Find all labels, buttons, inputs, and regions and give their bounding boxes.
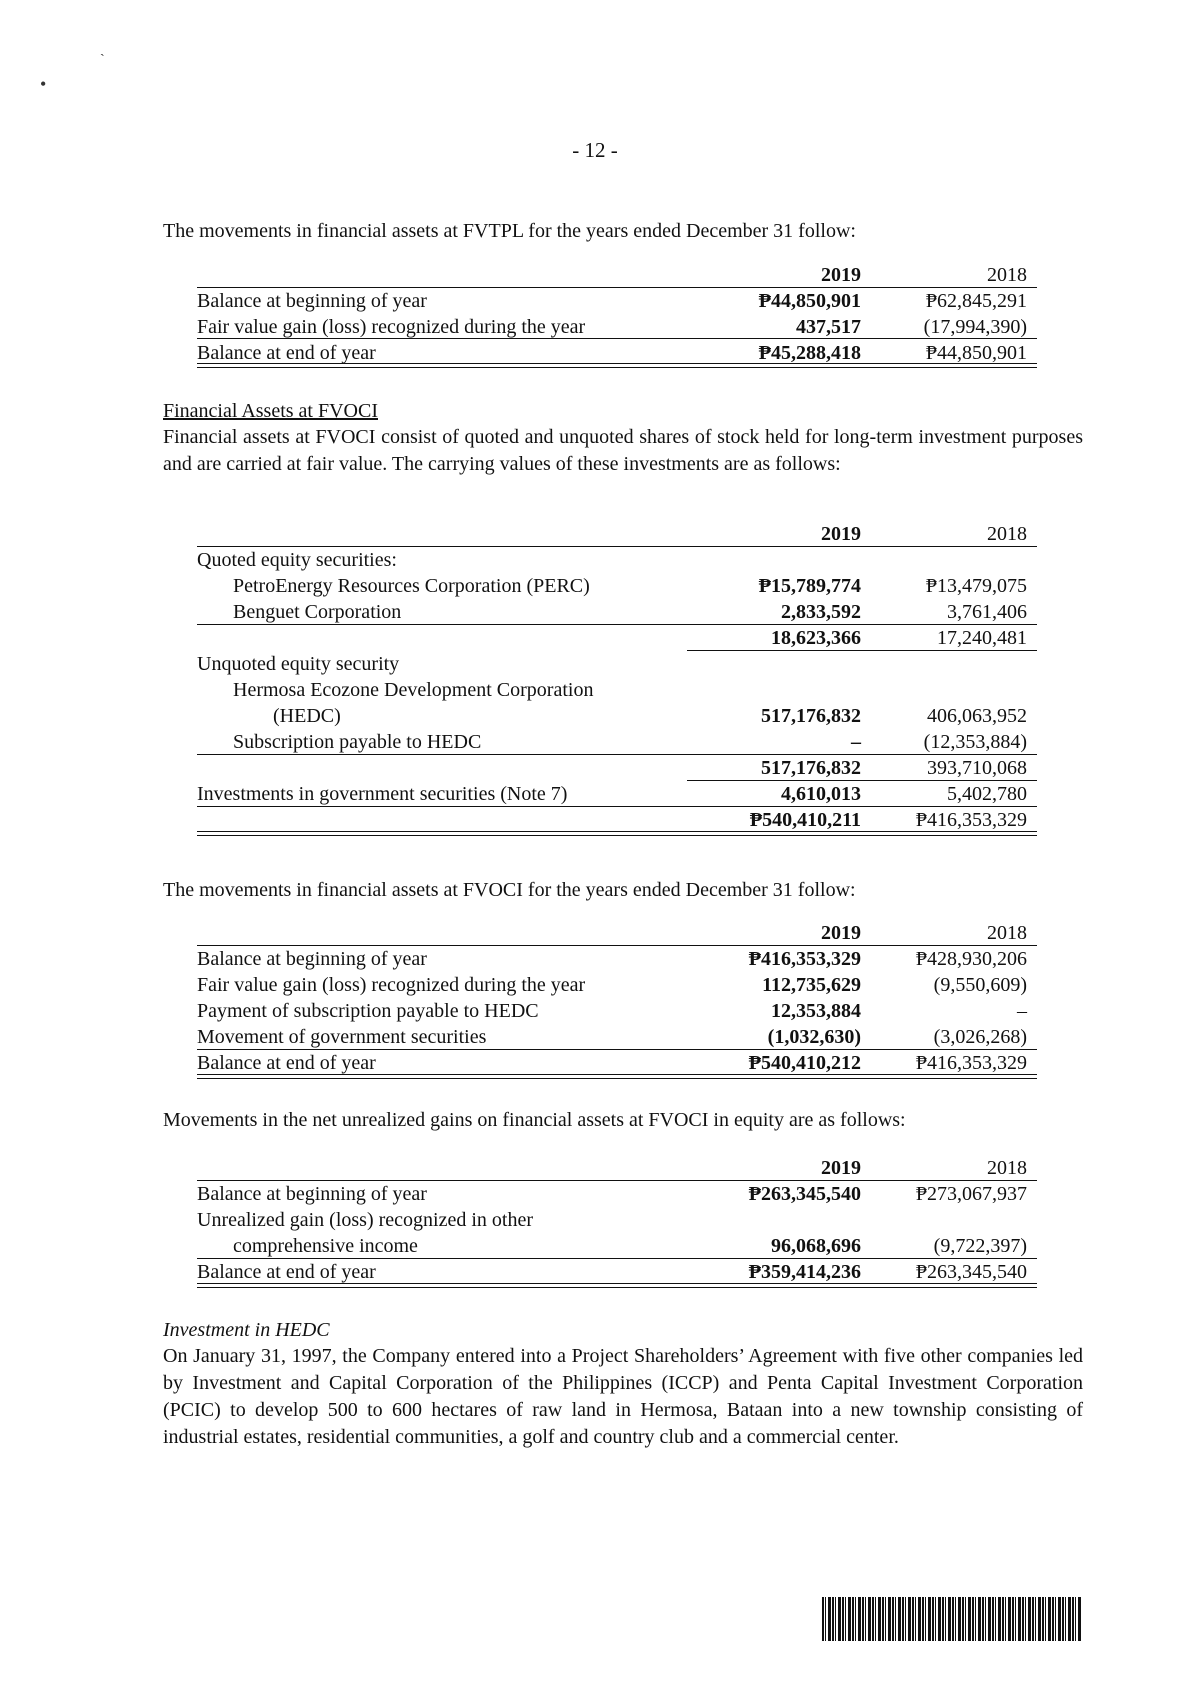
hedc-body: On January 31, 1997, the Company entered into a Project Shareholders’ Agreement with five other companies led by Investment and Capital Corporation of the Philippines (ICCP) and Penta Capital Investment Corporation (PCIC) to develop 500 to 600 hectares of raw land in Hermosa, Bataan into a new township consisting of industrial estates, residential communities, a golf and country club and a commercial center. <box>163 1345 1083 1448</box>
table-row: Balance at beginning of year ₱416,353,329 ₱428,930,206 <box>197 948 1027 970</box>
table-row-subtotal: 18,623,366 17,240,481 <box>771 627 1027 649</box>
table-row: Balance at beginning of year ₱263,345,540 ₱273,067,937 <box>197 1183 1027 1205</box>
fvoci-movements-intro: The movements in financial assets at FVOCI for the years ended December 31 follow: <box>163 879 856 901</box>
barcode-image <box>822 1597 1082 1641</box>
table-row: Fair value gain (loss) recognized during the year 437,517 (17,994,390) <box>197 316 1027 338</box>
hedc-heading: Investment in HEDC <box>163 1319 330 1341</box>
fvoci-heading: Financial Assets at FVOCI <box>163 400 378 422</box>
scan-mark: ˎ <box>100 42 105 57</box>
table-row: Benguet Corporation 2,833,592 3,761,406 <box>233 601 1027 623</box>
unrealized-intro: Movements in the net unrealized gains on financial assets at FVOCI in equity are as follows: <box>163 1109 906 1131</box>
table-row: PetroEnergy Resources Corporation (PERC) ₱15,789,774 ₱13,479,075 <box>233 575 1027 597</box>
table-row-total: Balance at end of year ₱540,410,212 ₱416,353,329 <box>197 1052 1027 1074</box>
fvoci-description: Financial assets at FVOCI consist of quoted and unquoted shares of stock held for long-term investment purposes and are carried at fair value. The carrying values of these investments are as follows: <box>163 426 1083 475</box>
table-header-row: 2019 2018 <box>821 1157 1027 1179</box>
fvoci-movements-table <box>197 920 1037 1076</box>
fvtpl-intro: The movements in financial assets at FVTPL for the years ended December 31 follow: <box>163 220 856 242</box>
table-row: Investments in government securities (Note 7) 4,610,013 5,402,780 <box>197 783 1027 805</box>
table-row: Movement of government securities (1,032,630) (3,026,268) <box>197 1026 1027 1048</box>
scan-dot: • <box>40 74 47 94</box>
table-row-total: ₱540,410,211 ₱416,353,329 <box>749 809 1027 831</box>
table-row: (HEDC) 517,176,832 406,063,952 <box>273 705 1027 727</box>
table-row-subtotal: 517,176,832 393,710,068 <box>761 757 1027 779</box>
table-row-total: Balance at end of year ₱359,414,236 ₱263,345,540 <box>197 1261 1027 1283</box>
table-row: Subscription payable to HEDC – (12,353,884) <box>233 731 1027 753</box>
table-row: Balance at beginning of year ₱44,850,901 ₱62,845,291 <box>197 290 1027 312</box>
unrealized-table: 2019 2018 Balance at beginning of year ₱263,345,540 ₱273,067,937 Unrealized gain (loss) recognized in other comprehensive income 96,068,696 (9,722,397) Balance at end of year ₱359,414,236 ₱263,345,540 <box>197 1155 1037 1285</box>
table-row: Fair value gain (loss) recognized during the year 112,735,629 (9,550,609) <box>197 974 1027 996</box>
table-header-row: 2019 2018 <box>821 922 1027 944</box>
table-header-row: 2019 2018 <box>821 523 1027 545</box>
col-2018-header: 2018 <box>987 264 1027 286</box>
table-header-row <box>197 262 1037 288</box>
table-row-total: Balance at end of year ₱45,288,418 ₱44,850,901 <box>197 342 1027 364</box>
unquoted-label: Unquoted equity security <box>197 653 400 675</box>
quoted-label: Quoted equity securities: <box>197 549 397 571</box>
table-row: Payment of subscription payable to HEDC 12,353,884 – <box>197 1000 1027 1022</box>
fvtpl-table <box>197 262 1037 366</box>
table-row: comprehensive income 96,068,696 (9,722,397) <box>233 1235 1027 1257</box>
col-2019-header: 2019 <box>821 264 861 286</box>
fvoci-table: 2019 2018 Quoted equity securities: PetroEnergy Resources Corporation (PERC) ₱15,789,774 ₱13,479,075 Benguet Corporation 2,833,592 3,761,406 18,623,366 17,240,481 Unquoted equity security Hermosa Ecozone Development Corporation (HEDC) 517,176,832 406,063,952 Subscription payable to HEDC – (12,353,884) 517,176,832 393,710,068 Investments in government securities (Note 7) 4,610,013 5,402,780 ₱540,410,211 ₱416,353,329 <box>197 521 1037 833</box>
page-number: - 12 - <box>572 138 618 162</box>
